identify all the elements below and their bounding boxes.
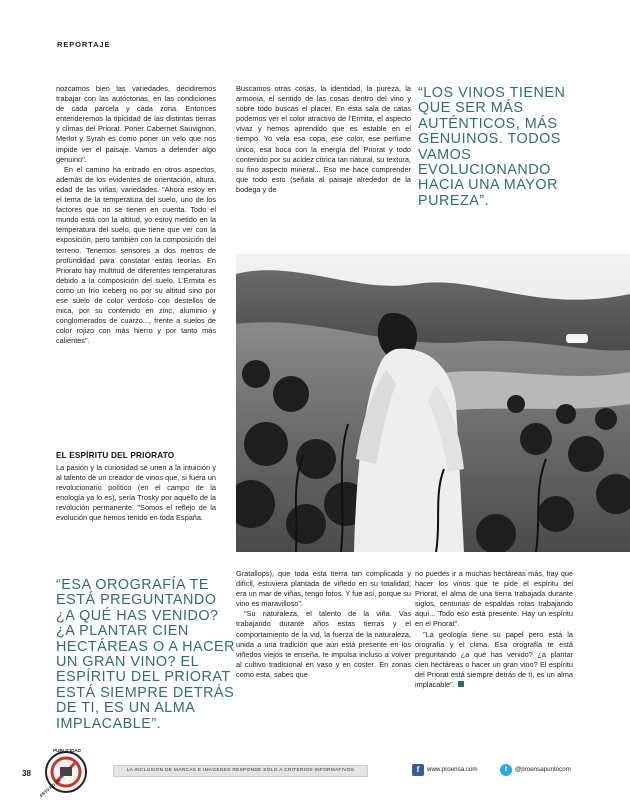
badge-bottom-text: ESTO NO ES	[40, 777, 62, 797]
article-paragraph: nozcamos bien las variedades, decidiremos trabajar con las autóctonas, en las condiciones de cada parcela y cada zona. Entonces entenderemos la tipicidad de las distintas tierras y climas del Priorat. Poner Cabernet Sauvignon, Merlot y Syrah es como poner un velo que nos impide ver el paisaje. Vamos a defender algo genuino".	[56, 84, 216, 164]
italic-term: coster	[353, 659, 374, 669]
facebook-link[interactable]	[412, 764, 478, 777]
vineyard-photo-illustration	[236, 254, 630, 552]
twitter-link[interactable]	[500, 764, 571, 777]
article-column-2	[236, 84, 411, 195]
vineyard-photo	[236, 254, 630, 552]
badge-top-text: PUBLICIDAD	[53, 748, 81, 753]
article-column-4	[415, 569, 573, 690]
article-paragraph	[236, 609, 411, 680]
section-label: REPORTAJE	[57, 40, 111, 49]
facebook-icon: f	[412, 764, 424, 776]
article-paragraph: no puedes ir a muchas hectáreas más, hay que hacer los vinos que te pide el espíritu del Priorat, el alma de una tierra trabajada durante siglos, centurias de espaldas rotas trabajando aquí... Todo eso está presente. Hay un espíritu en el Priorat".	[415, 569, 573, 629]
article-paragraph	[415, 630, 573, 691]
paragraph-text: "La geología tiene su papel pero está la orografía y el clima. Esa orografía te está preguntando ¿a qué has venido? ¿a plantar cien hectáreas o hacer un gran vino? El espíritu del Priorat está siempre detrás de tí, es un alma implacable".	[415, 629, 573, 690]
subheading: EL ESPÍRITU DEL PRIORATO	[56, 451, 175, 460]
pull-quote-top: “LOS VINOS TIENEN QUE SER MÁS AUTÉNTICOS, MÁS GENUINOS. TODOS VAMOS EVOLUCIONANDO HACIA UNA MAYOR PUREZA”.	[418, 85, 566, 209]
disclaimer-banner: LA INCLUSIÓN DE MARCAS E IMÁGENES RESPONDE SÓLO A CRITERIOS INFORMATIVOS	[113, 765, 368, 777]
article-column-3	[236, 569, 411, 680]
article-column-1b	[56, 463, 216, 524]
paragraph-text: "Su naturaleza, el talento de la viña. Vas trabajando durante años estas tierras y el comportamiento de la vid, la fuerza de la naturaleza, unida a una tradición que aún está presente en los viñedos viejos te enseña, te impulsa incluso a volver al cultivo tradicional en vaso y en	[236, 609, 411, 669]
twitter-icon: t	[500, 764, 512, 776]
article-paragraph: Buscamos otras cosas, la identidad, la pureza, la armonía, el sentido de las cosas dentro del vino y sobre todo buscas el placer. En esta sala de catas podemos ver el color atractivo de l'Ermita, el aspecto vivaz y hemos aprendido que es estable en el tiempo. Yo vela esa copa, ese color, ese perfume único, esa boca con la energía del Priorat y todo contenido por su acidez cítrica tan natural, su textura, su fino aspecto mineral... Eso me hace comprender que todo esto (señala al paisaje alrededor de la bodega y de	[236, 84, 411, 194]
paragraph-text: . En zonas como esta, sabes que	[236, 659, 411, 679]
publicidad-badge-icon	[40, 745, 94, 797]
pull-quote-bottom: “ESA OROGRAFÍA TE ESTÁ PREGUNTANDO ¿A QUÉ HAS VENIDO? ¿A PLANTAR CIEN HECTÁREAS O A HACER UN GRAN VINO? EL ESPÍRITU DEL PRIORAT ESTÁ SIEMPRE DETRÁS DE TI, ES UN ALMA IMPLACABLE”.	[56, 577, 236, 732]
page-number: 38	[22, 769, 31, 778]
article-column-1	[56, 84, 216, 346]
end-mark-icon	[458, 681, 464, 687]
article-paragraph: Gratallops), que toda esta tierra tan complicada y difícil, estuviera plantada de viñedo en su totalidad; era un mar de viñas, tengo fotos. Y fue así, porque su vino es maravilloso".	[236, 569, 411, 609]
twitter-handle[interactable]: @proensapuntocom	[515, 766, 571, 773]
article-paragraph: La pasión y la curiosidad se unen a la intuición y al talento de un creador de vinos que, si fuera un revolucionario político (en el campo de la enología ya lo es), sería Trosky por aquello de la revolución permanente. "Somos el reflejo de la evolución que hemos tenido en toda España.	[56, 463, 216, 523]
facebook-url[interactable]: www.proensa.com	[427, 766, 478, 773]
article-paragraph: En el camino ha entrado en otros aspectos, además de los evidentes de orientación, altura, edad de las viñas, variedades. "Ahora estoy en el tema de la temperatura del suelo, uno de los factores que no se tienen en cuenta. Todo el mundo está con la altitud, yo estoy metido en la temperatura del suelo, que tiene que ver con la exposición, pero también con la composición del terreno. Tenemos sensores a dos metros de profundidad para constatar estas teorías. En Priorato hay multitud de diferentes temperaturas debido a la composición del suelo. L'Ermita es como un frío iceberg no por su altitud sino por ese suelo de color verdoso con destellos de mica, por su contenido en zinc, aluminio y conglomerados de cuarzo..., frente a suelos de color rojizo con más hierro y por tanto más calientes".	[56, 164, 216, 346]
